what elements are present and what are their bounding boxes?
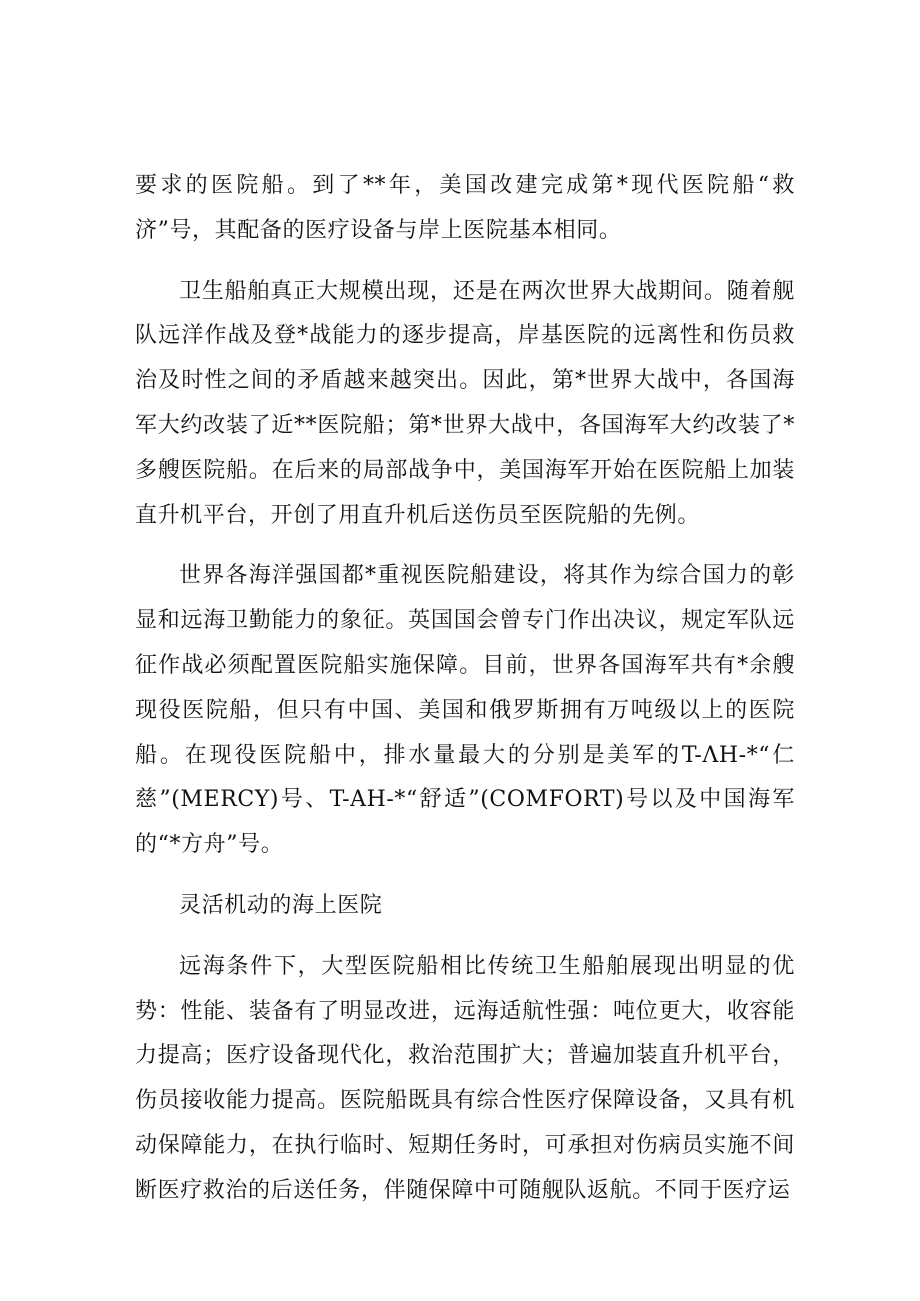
paragraph-ww-history: 卫生船舶真正大规模出现，还是在两次世界大战期间。随着舰队远洋作战及登*战能力的逐步提高，岸基医院的远离性和伤员救治及时性之间的矛盾越来越突出。因此，第*世界大战中，各国海军大约改装了近**医院船；第*世界大战中，各国海军大约改装了*多艘医院船。在后来的局部战争中，美国海军开始在医院船上加装直升机平台，开创了用直升机后送伤员至医院船的先例。 [135, 278, 795, 528]
paragraph-advantages: 远海条件下，大型医院船相比传统卫生船舶展现出明显的优势：性能、装备有了明显改进，远海适航性强：吨位更大，收容能力提高；医疗设备现代化，救治范围扩大；普遍加装直升机平台，伤员接收能力提高。医院船既具有综合性医疗保障设备，又具有机动保障能力，在执行临时、短期任务时，可承担对伤病员实施不间断医疗救治的后送任务，伴随保障中可随舰队返航。不同于医疗运 [135, 953, 795, 1203]
section-heading: 灵活机动的海上医院 [179, 892, 383, 918]
paragraph-continuation: 要求的医院船。到了**年，美国改建完成第*现代医院船“救济”号，其配备的医疗设备与岸上医院基本相同。 [135, 173, 795, 243]
document-body [135, 164, 795, 1214]
paragraph-naval-powers: 世界各海洋强国都*重视医院船建设，将其作为综合国力的彰显和远海卫勤能力的象征。英国国会曾专门作出决议，规定军队远征作战必须配置医院船实施保障。目前，世界各国海军共有*余艘现役医院船，但只有中国、美国和俄罗斯拥有万吨级以上的医院船。在现役医院船中，排水量最大的分别是美军的T-ΛH-*“仁慈”(MERCY)号、T-AH-*“舒适”(COMFORT)号以及中国海军的“*方舟”号。 [135, 563, 795, 858]
